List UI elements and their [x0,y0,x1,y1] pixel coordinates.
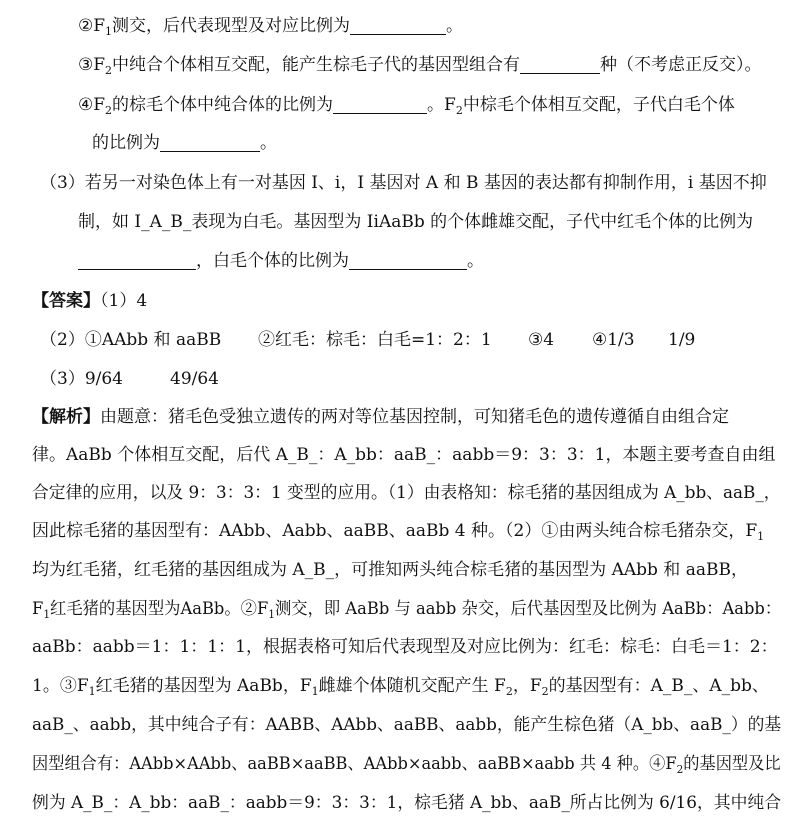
subscript: 2 [105,64,113,77]
analysis-text: 测交，即 AaBb 与 aabb 杂交，后代基因型及比例为 AaBb：Aabb： [275,599,782,619]
subscript: 1 [43,608,51,621]
q3-line3-end: 。 [467,251,484,271]
answer-2-3: ③4 [528,330,555,350]
q2-item4-line2 [92,132,277,154]
answer-blank[interactable] [350,16,446,35]
q2-item4-prefix: ④F [78,95,106,115]
q2-item4-mid-prefix: 。F [427,95,456,115]
q2-item4-mid-text: 中棕毛个体相互交配，子代白毛个体 [462,95,735,115]
q2-item4 [78,94,735,116]
answer-2-1: （2）①AAbb 和 aaBB [40,330,222,350]
subscript: 2 [105,104,113,117]
answer-line2 [40,329,221,351]
analysis-text: 因此棕毛猪的基因型有：AAbb、Aabb、aaBB、aaBb 4 种。（2）①由两头纯合棕毛猪杂交，F [32,521,758,541]
analysis-line11: 例为 A_B_：A_bb：aaB_：aabb＝9：3：3：1，棕毛猪 A_bb、aaB_所占比例为 6/16，其中纯合 [32,793,782,813]
q2-item3-end: 种（不考虑正反交）。 [600,55,762,75]
analysis-line6 [32,598,781,620]
q3-line1-text: （3）若另一对染色体上有一对基因 I、i，I 基因对 A 和 B 基因的表达都有抑制作用，i 基因不抑 [40,173,767,193]
analysis-text: 红毛猪的基因型为 AaBb，F [95,676,312,696]
analysis-line8 [32,675,769,697]
q3-line3 [78,250,484,272]
q3-line3-mid: ，白毛个体的比例为 [196,251,349,271]
answer-line1 [32,290,147,312]
subscript: 2 [676,763,684,776]
answer-3-1: （3）9/64 [40,369,123,389]
analysis-text: 雌雄个体随机交配产生 F [318,676,506,696]
analysis-line4 [32,520,764,542]
q2-item4-line2-text: 的比例为 [92,133,160,153]
analysis-line1 [32,406,729,428]
answer-2-2: ②红毛：棕毛：白毛=1：2：1 [258,330,492,350]
q3-line1 [40,172,767,194]
answer-blank[interactable] [333,95,427,114]
answer-label: 【答案】 [32,291,100,311]
q2-item2-text: 测交，后代表现型及对应比例为 [112,16,351,36]
analysis-line3: 合定律的应用，以及 9：3：3：1 变型的应用。（1）由表格知：棕毛猪的基因组成为 A_bb、aaB_， [32,483,781,503]
answer-2-4a: ④1/3 [592,330,635,350]
analysis-text: 的基因型有：A_B_、A_bb、 [548,676,769,696]
subscript: 1 [268,608,276,621]
answer-blank[interactable] [520,55,600,74]
analysis-label: 【解析】 [32,407,100,427]
subscript: 1 [105,25,113,38]
analysis-line10 [32,753,781,775]
q2-item3 [78,54,762,76]
answer-1: （1）4 [100,291,148,311]
q2-item2 [78,15,463,37]
subscript: 2 [505,685,513,698]
answer-3-2: 49/64 [170,369,219,389]
analysis-line5: 均为红毛猪，红毛猪的基因组成为 A_B_，可推知两头纯合棕毛猪的基因型为 AAbb 和 aaBB， [32,560,748,580]
analysis-text: 红毛猪的基因型为AaBb。②F [50,599,269,619]
answer-blank[interactable] [78,251,196,270]
analysis-text: 的基因型及比 [683,754,781,774]
analysis-text: 1。③F [32,676,89,696]
subscript: 1 [757,530,765,543]
analysis-line9: aaB_、aabb，其中纯合子有：AABB、AAbb、aaBB、aabb，能产生棕色猪（A_bb、aaB_）的基 [32,715,782,735]
subscript: 1 [311,685,319,698]
q3-line2-text: 制，如 I_A_B_表现为白毛。基因型为 IiAaBb 的个体雌雄交配，子代中红毛个体的比例为 [78,212,754,232]
analysis-line2: 律。AaBb 个体相互交配，后代 A_B_：A_bb：aaB_：aabb＝9：3：3：1，本题主要考查自由组 [32,445,776,465]
analysis-text: F [32,599,44,619]
q2-item2-end: 。 [446,16,464,36]
q2-item3-prefix: ③F [78,55,106,75]
q3-line2 [78,211,753,233]
analysis-line7: aaBb：aabb＝1：1：1：1，根据表格可知后代表现型及对应比例为：红毛：棕毛：白毛＝1：2： [32,637,778,657]
subscript: 1 [88,685,96,698]
analysis-text: ，F [512,676,542,696]
q2-item3-text: 中纯合个体相互交配，能产生棕毛子代的基因型组合有 [112,55,521,75]
analysis-text: 由题意：猪毛色受独立遗传的两对等位基因控制，可知猪毛色的遗传遵循自由组合定 [100,407,729,427]
answer-blank[interactable] [349,251,467,270]
q2-item4-end: 。 [260,133,277,153]
answer-blank[interactable] [160,133,260,152]
q2-item2-prefix: ②F [78,16,106,36]
subscript: 2 [541,685,549,698]
q2-item4-text: 的棕毛个体中纯合体的比例为 [112,95,334,115]
analysis-text: 因型组合有：AAbb×AAbb、aaBB×aaBB、AAbb×aabb、aaBB×aabb 共 4 种。④F [32,754,677,774]
answer-2-4b: 1/9 [668,330,696,350]
subscript: 2 [455,104,463,117]
